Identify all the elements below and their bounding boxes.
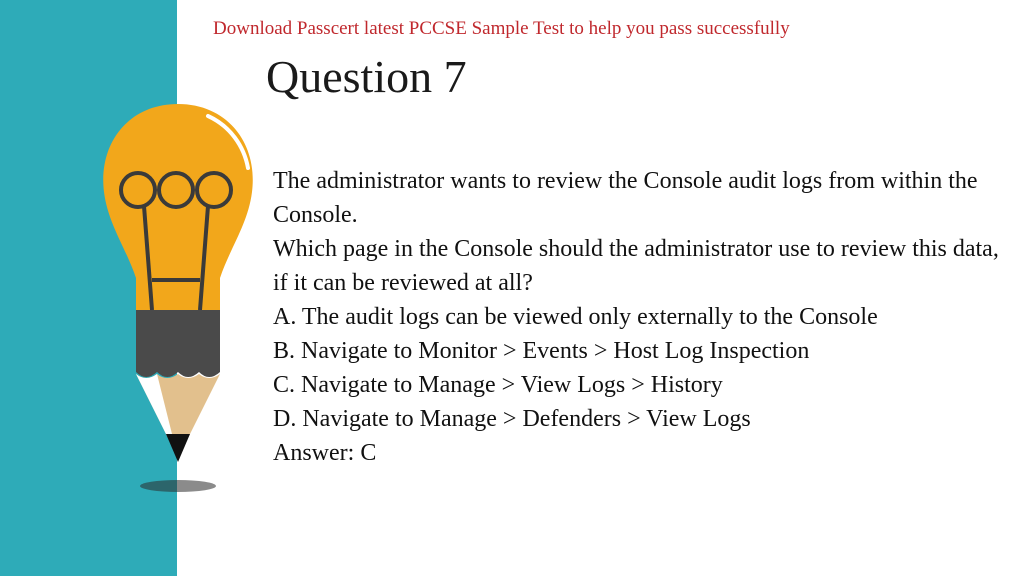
option-d: D. Navigate to Manage > Defenders > View Logs [273, 406, 751, 432]
promo-banner: Download Passcert latest PCCSE Sample Test to help you pass successfully [213, 18, 790, 39]
question-title: Question 7 [266, 51, 467, 102]
lightbulb-pencil-icon [80, 100, 280, 500]
answer-line: Answer: C [273, 440, 377, 466]
question-body [273, 164, 1013, 470]
question-stem: The administrator wants to review the Console audit logs from within the Console. [273, 168, 978, 228]
option-c: C. Navigate to Manage > View Logs > History [273, 372, 723, 398]
option-a: A. The audit logs can be viewed only externally to the Console [273, 304, 878, 330]
option-b: B. Navigate to Monitor > Events > Host Log Inspection [273, 338, 810, 364]
question-stem: Which page in the Console should the administrator use to review this data, if it can be reviewed at all? [273, 236, 999, 296]
